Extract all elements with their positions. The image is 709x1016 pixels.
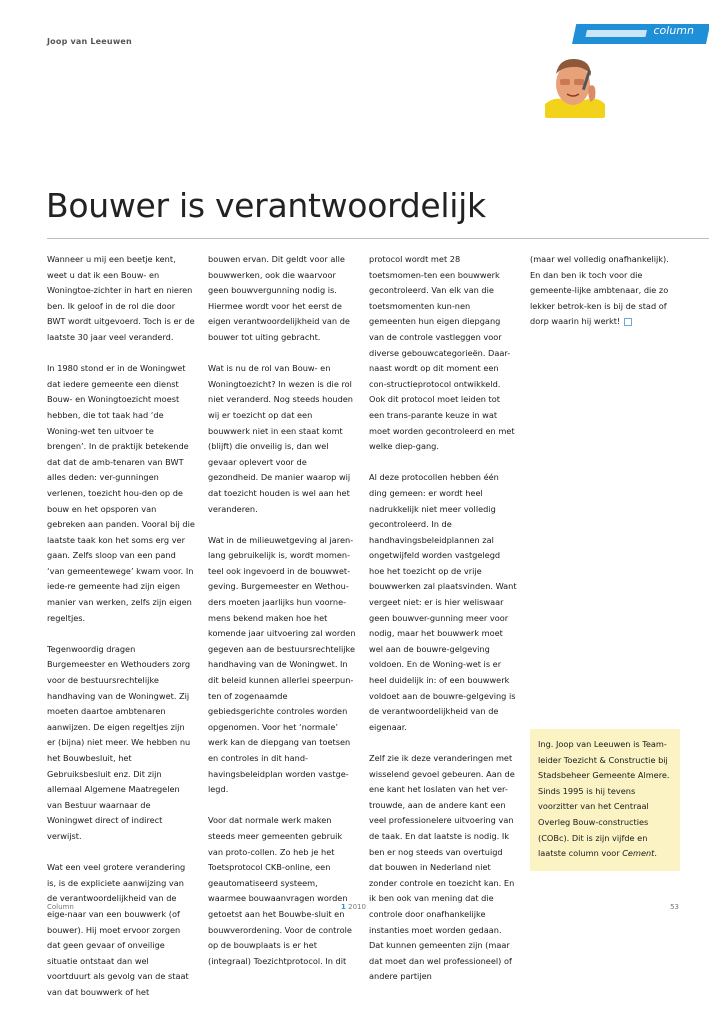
author-name: Joop van Leeuwen	[47, 37, 132, 46]
paragraph: Tegenwoordig dragen Burgemeester en Wethouders zorg voor de bestuursrechtelijke handhaving van de Woningwet. Zij moeten daartoe ambtenaren aanwijzen. De eigen regeltjes zijn er (bijna) niet meer. We hebben nu het Bouwbesluit, het Gebruiksbesluit enz. Dit zijn allemaal Algemene Maatregelen van Bestuur waarnaar de Woningwet direct of indirect verwijst.	[47, 643, 191, 841]
article-column-2	[208, 252, 356, 985]
article-column-1	[47, 252, 195, 1016]
paragraph: Wat is nu de rol van Bouw- en Woningtoezicht? In wezen is die rol niet veranderd. Nog steeds houden wij er toezicht op dat een bouwwerk niet in een staat komt (blijft) die onveilig is, dan wel gevaar oplevert voor de gezondheid. De manier waarop wij dat toezicht houden is wel aan het veranderen.	[208, 363, 353, 514]
paragraph: In 1980 stond er in de Woningwet dat iedere gemeente een dienst Bouw- en Woningtoezicht moest hebben, die tot taak had ‘de Woning-wet ten uitvoer te brengen’. In de praktijk betekende dat dat de amb-tenaren van BWT alles deden: ver-gunningen verlenen, toezicht hou-den op de bouw en het opsporen van gebreken aan panden. Vooral bij die laatste taak kon het soms erg ver gaan. Zelfs sloop van een pand ‘van gemeentewege’ kwam voor. In iede-re gemeente had zijn eigen manier van werken, zelfs zijn eigen regeltjes.	[47, 363, 195, 623]
article-column-3	[369, 252, 517, 1001]
paragraph-text: (maar wel volledig onafhankelijk). En dan ben ik toch voor die gemeente-lijke ambtenaar, die zo lekker betrok-ken is bij de stad of dorp waarin hij werkt!	[530, 254, 669, 327]
issue-year: 2010	[348, 903, 366, 911]
paragraph	[530, 252, 680, 330]
end-mark-icon	[624, 318, 632, 326]
article-title: Bouwer is verantwoordelijk	[46, 186, 486, 225]
bio-end: .	[654, 848, 657, 859]
paragraph: Zelf zie ik deze veranderingen met wisselend gevoel gebeuren. Aan de ene kant het loslaten van het ver-trouwde, aan de andere kant een veel professionelere uitvoering van de taak. En dat laatste is nodig. Ik ben er nog steeds van overtuigd dat bouwen in Nederland niet zonder controle en toezicht kan. En ik ben ook van mening dat die controle door onafhankelijke instanties moet worden gedaan. Dat kunnen gemeenten zijn (maar dat moet dan wel professioneel) of andere partijen	[369, 753, 515, 982]
author-bio	[538, 737, 672, 862]
badge-label: column	[653, 24, 694, 37]
title-divider	[47, 238, 709, 239]
issue-number: 1	[341, 903, 346, 911]
footer-issue	[341, 903, 366, 911]
column-badge	[572, 22, 706, 44]
paragraph: bouwen ervan. Dit geldt voor alle bouwwerken, ook die waarvoor geen bouwvergunning nodig is. Hiermee wordt voor het eerst de eigen verantwoordelijkheid van de bouwer tot uiting gebracht.	[208, 254, 350, 342]
paragraph: Wat een veel grotere verandering is, is de expliciete aanwijzing van de verantwoordelijkheid van de eige-naar van een bouwwerk (of bouwer). Hij moet ervoor zorgen dat geen gevaar of onveilige situatie ontstaat dan wel voortduurt als gevolg van de staat van dat bouwwerk of het	[47, 862, 189, 997]
author-photo	[545, 52, 605, 118]
paragraph: Wanneer u mij een beetje kent, weet u dat ik een Bouw- en Woningtoe-zichter in hart en nieren ben. Ik geloof in de rol die door BWT wordt uitgevoerd. Toch is er de laatste 30 jaar veel veranderd.	[47, 254, 195, 342]
paragraph: Voor dat normale werk maken steeds meer gemeenten gebruik van proto-collen. Zo heb je het Toetsprotocol CKB-online, een geautomatiseerd systeem, waarmee bouwaanvragen worden getoetst aan het Bouwbe-sluit en bouwverordening. Voor de controle op de bouwplaats is er het (integraal) Toezichtprotocol. In dit	[208, 815, 352, 966]
author-portrait-image	[545, 52, 605, 118]
footer-section: Column	[47, 903, 74, 911]
paragraph: Al deze protocollen hebben één ding gemeen: er wordt heel nadrukkelijk niet meer volledig gecontroleerd. In de handhavingsbeleidplannen zal ongetwijfeld worden vastgelegd hoe het toezicht op de vrije bouwwerken zal plaatsvinden. Want vergeet niet: er is hier weliswaar geen bouwver-gunning meer voor nodig, maar het bouwwerk moet wel aan de bouwre-gelgeving voldoen. En de Woning-wet is er heel duidelijk in: of een bouwwerk voldoet aan de bouwre-gelgeving is de verantwoordelijkheid van de eigenaar.	[369, 472, 517, 732]
page-number: 53	[670, 903, 679, 911]
article-column-4	[530, 252, 680, 346]
paragraph: protocol wordt met 28 toetsmomen-ten een bouwwerk gecontroleerd. Van elk van die toetsmomenten kun-nen gemeenten hun eigen diepgang van de controle vastleggen voor diverse gebouwcategorieën. Daar-naast wordt op dit moment een con-structieprotocol ontwikkeld. Ook dit protocol moet leiden tot een trans-parante keuze in wat moet worden gecontroleerd en met welke diep-gang.	[369, 254, 515, 452]
magazine-name: Cement	[622, 848, 655, 859]
bio-text: Ing. Joop van Leeuwen is Team-leider Toezicht & Constructie bij Stadsbeheer Gemeente Almere. Sinds 1995 is hij tevens voorzitter van het Centraal Overleg Bouw-constructies (COBc). Dit is zijn vijfde en laatste column voor	[538, 739, 670, 859]
author-bio-box	[530, 729, 680, 871]
paragraph: Wat in de milieuwetgeving al jaren-lang gebruikelijk is, wordt momen-teel ook ingevoerd in de bouwwet-geving. Burgemeester en Wethou-ders moeten jaarlijks hun voorne-mens bekend maken hoe het komende jaar uitvoering zal worden gegeven aan de bestuursrechtelijke handhaving van de Woningwet. In dit beleid kunnen allerlei speerpun-ten of zogenaamde gebiedsgerichte controles worden opgenomen. Voor het ‘normale’ werk kan de diepgang van toetsen en controles in dit hand-havingsbeleidplan worden vastge-legd.	[208, 534, 356, 795]
